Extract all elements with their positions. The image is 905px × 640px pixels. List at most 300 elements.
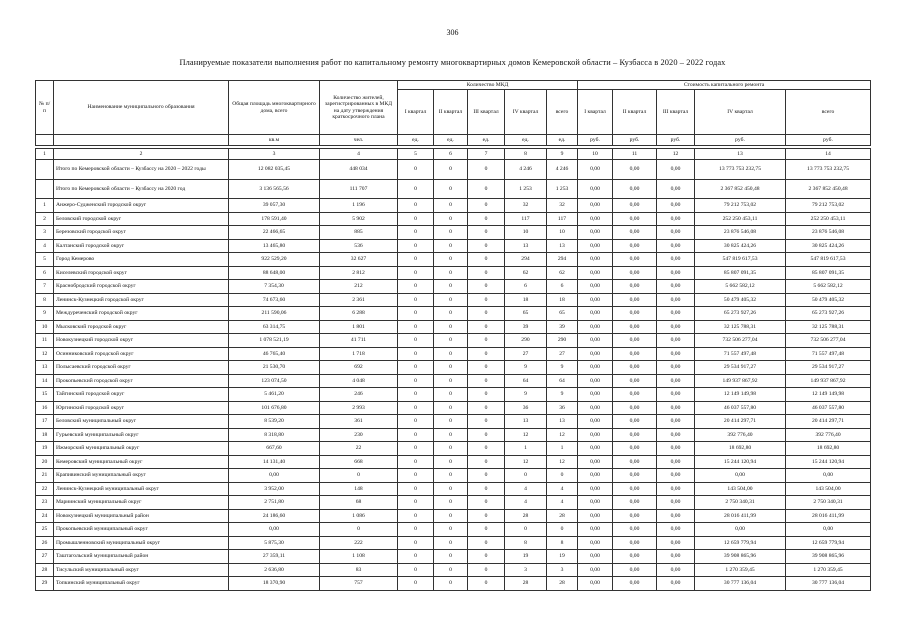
table-cell: 0,00 [578, 226, 613, 240]
table-cell: 392 776,40 [786, 428, 871, 442]
table-cell: 0 [398, 307, 434, 321]
table-cell: 12 [505, 428, 547, 442]
table-row [36, 253, 871, 267]
table-cell: 32 627 [320, 253, 398, 267]
table-cell: 0,00 [657, 179, 695, 199]
table-cell: 0,00 [657, 239, 695, 253]
table-cell: 32 125 788,31 [695, 320, 786, 334]
header-area: Общая площадь многоквартирного дома, всего [229, 81, 320, 135]
municipality-name: Междуреченский городской округ [54, 307, 229, 321]
table-row [36, 293, 871, 307]
column-number: 5 [398, 149, 434, 160]
table-cell: 0 [398, 320, 434, 334]
table-cell: 732 506 277,04 [786, 334, 871, 348]
table-cell: 30 825 424,26 [786, 239, 871, 253]
header-municipality: Наименование муниципального образования [54, 81, 229, 135]
table-cell: 85 807 091,35 [695, 266, 786, 280]
table-body [36, 146, 871, 591]
table-cell: 5 [36, 253, 54, 267]
table-cell: 39 908 865,96 [786, 550, 871, 564]
table-cell: 4 [547, 496, 578, 510]
table-cell: 13 773 753 232,75 [695, 160, 786, 180]
table-cell: 667,60 [229, 442, 320, 456]
table-cell: 9 [36, 307, 54, 321]
table-cell: 0,00 [695, 523, 786, 537]
table-cell: 20 [36, 455, 54, 469]
table-cell: 0,00 [657, 509, 695, 523]
table-cell: 0,00 [578, 199, 613, 213]
table-cell: 0,00 [657, 293, 695, 307]
table-cell: 0,00 [613, 239, 657, 253]
table-cell: 0 [468, 469, 505, 483]
column-number: 14 [786, 149, 871, 160]
table-cell: 2 [36, 212, 54, 226]
table-cell: 0,00 [613, 523, 657, 537]
table-cell: 0,00 [657, 401, 695, 415]
table-cell: 0,00 [613, 469, 657, 483]
table-cell: 0 [468, 199, 505, 213]
table-cell [36, 160, 54, 180]
table-cell: 16 [36, 401, 54, 415]
table-row [36, 226, 871, 240]
document-title: Планируемые показатели выполнения работ по капитальному ремонту многоквартирных домов Кемеровской области – Кузбасса в 2020 – 2022 годах [179, 58, 726, 67]
table-cell: 0,00 [657, 347, 695, 361]
table-cell: 18 [547, 293, 578, 307]
table-cell: 13 465,80 [229, 239, 320, 253]
unit-cell: чел. [320, 135, 398, 146]
table-cell: 0 [434, 401, 468, 415]
unit-cell: руб. [613, 135, 657, 146]
table-cell: 21 530,70 [229, 361, 320, 375]
table-cell: 83 [320, 563, 398, 577]
table-cell: 922 529,20 [229, 253, 320, 267]
table-row [36, 563, 871, 577]
table-cell: 149 937 867,92 [695, 374, 786, 388]
table-cell: 13 [547, 415, 578, 429]
table-cell: 24 [36, 509, 54, 523]
table-cell: 12 [547, 455, 578, 469]
table-cell: 0,00 [578, 469, 613, 483]
table-cell: 3 952,00 [229, 482, 320, 496]
table-row [36, 212, 871, 226]
table-cell: 0 [468, 160, 505, 180]
header-residents: Количество жителей, зарегистрированных в МКД на дату утверждения краткосрочного плана [320, 81, 398, 135]
table-row [36, 320, 871, 334]
table-cell: 0,00 [613, 361, 657, 375]
table-cell: 1 086 [320, 509, 398, 523]
table-cell: 1 [505, 442, 547, 456]
table-cell: 0 [398, 455, 434, 469]
header-cost-q3: III квартал [657, 90, 695, 135]
table-cell: 8 [36, 293, 54, 307]
table-cell: 12 149 149,98 [786, 388, 871, 402]
municipality-name: Калтанский городской округ [54, 239, 229, 253]
table-cell: 0 [398, 401, 434, 415]
municipality-name: Промышленновский муниципальный округ [54, 536, 229, 550]
municipality-name: Прокопьевский муниципальный округ [54, 523, 229, 537]
table-cell: 12 659 779,94 [786, 536, 871, 550]
table-cell: 0,00 [578, 374, 613, 388]
table-cell: 68 [320, 496, 398, 510]
table-row [36, 536, 871, 550]
table-cell: 0 [434, 226, 468, 240]
table-cell: 0,00 [613, 266, 657, 280]
table-cell: 252 250 453,11 [786, 212, 871, 226]
table-cell: 0 [468, 577, 505, 591]
table-cell: 0,00 [657, 361, 695, 375]
table-cell: 0,00 [657, 496, 695, 510]
table-cell: 0,00 [613, 550, 657, 564]
column-number: 12 [657, 149, 695, 160]
table-cell: 1 196 [320, 199, 398, 213]
table-cell: 0,00 [657, 577, 695, 591]
table-cell: 27 [505, 347, 547, 361]
table-cell: 0 [398, 199, 434, 213]
table-cell: 29 [36, 577, 54, 591]
table-cell: 39 908 865,96 [695, 550, 786, 564]
column-number: 10 [578, 149, 613, 160]
table-cell: 46 765,40 [229, 347, 320, 361]
table-cell: 0,00 [613, 226, 657, 240]
table-row [36, 509, 871, 523]
table-cell: 0,00 [578, 280, 613, 294]
table-cell: 0 [468, 293, 505, 307]
table-cell: 20 414 297,71 [695, 415, 786, 429]
table-cell: 178 591,40 [229, 212, 320, 226]
table-row [36, 415, 871, 429]
table-cell: 64 [505, 374, 547, 388]
table-cell: 0 [398, 550, 434, 564]
table-cell: 0,00 [578, 212, 613, 226]
table-cell: 0,00 [578, 160, 613, 180]
table-cell: 65 [505, 307, 547, 321]
table-cell: 0,00 [613, 212, 657, 226]
table-cell: 0 [468, 347, 505, 361]
table-cell: 0 [468, 455, 505, 469]
table-cell: 10 [36, 320, 54, 334]
column-number: 1 [36, 149, 54, 160]
table-cell: 0,00 [613, 577, 657, 591]
page-number: 306 [446, 28, 459, 37]
table-cell: 0,00 [613, 320, 657, 334]
table-cell: 0,00 [613, 482, 657, 496]
table-row [36, 266, 871, 280]
table-cell: 13 [547, 239, 578, 253]
table-cell: 0 [434, 266, 468, 280]
table-cell: 0,00 [786, 469, 871, 483]
table-cell: 0,00 [786, 523, 871, 537]
column-number-row [36, 149, 871, 160]
table-cell: 0,00 [613, 509, 657, 523]
table-cell: 25 [36, 523, 54, 537]
table-cell: 0 [468, 320, 505, 334]
table-cell: 28 016 411,99 [695, 509, 786, 523]
header-count-total: всего [547, 90, 578, 135]
table-cell: 0 [398, 347, 434, 361]
table-cell: 0 [434, 442, 468, 456]
table-cell: 1 270 359,45 [786, 563, 871, 577]
table-row [36, 550, 871, 564]
municipality-name: Итого по Кемеровской области – Кузбассу на 2020 – 2022 годы [54, 160, 229, 180]
table-cell: 1 801 [320, 320, 398, 334]
table-cell: 0 [320, 523, 398, 537]
table-cell: 0 [468, 482, 505, 496]
table-cell: 65 273 927,26 [695, 307, 786, 321]
table-cell: 15 244 120,94 [695, 455, 786, 469]
table-cell: 0,00 [657, 199, 695, 213]
table-cell: 3 [505, 563, 547, 577]
table-cell: 0,00 [657, 280, 695, 294]
table-row [36, 442, 871, 456]
table-cell: 22 [320, 442, 398, 456]
table-cell: 0,00 [657, 253, 695, 267]
table-cell [36, 179, 54, 199]
table-cell: 246 [320, 388, 398, 402]
table-cell: 26 [36, 536, 54, 550]
table-cell: 0 [398, 226, 434, 240]
table-cell: 0 [434, 307, 468, 321]
table-cell: 0 [468, 280, 505, 294]
table-cell: 0,00 [613, 496, 657, 510]
table-cell: 0 [398, 536, 434, 550]
table-cell: 0,00 [613, 401, 657, 415]
table-row [36, 347, 871, 361]
unit-cell: руб. [657, 135, 695, 146]
municipality-name: Полысаевский городской округ [54, 361, 229, 375]
table-cell: 1 108 [320, 550, 398, 564]
table-cell: 18 [36, 428, 54, 442]
table-cell: 212 [320, 280, 398, 294]
table-cell: 0 [468, 253, 505, 267]
table-cell: 0 [468, 266, 505, 280]
table-cell: 9 [505, 361, 547, 375]
table-cell: 3 [36, 226, 54, 240]
municipality-name: Итого по Кемеровской области – Кузбассу на 2020 год [54, 179, 229, 199]
table-cell: 0 [468, 563, 505, 577]
table-cell: 361 [320, 415, 398, 429]
table-cell: 0 [468, 388, 505, 402]
table-cell: 1 [547, 442, 578, 456]
table-cell: 0 [398, 496, 434, 510]
table-cell: 0,00 [613, 160, 657, 180]
table-cell: 885 [320, 226, 398, 240]
table-cell: 0,00 [613, 388, 657, 402]
table-cell: 19 [547, 550, 578, 564]
table-cell: 290 [547, 334, 578, 348]
table-cell: 32 125 788,31 [786, 320, 871, 334]
table-cell: 0 [505, 523, 547, 537]
table-cell: 3 [547, 563, 578, 577]
table-cell: 0 [434, 293, 468, 307]
table-cell: 28 [505, 509, 547, 523]
table-cell: 10 [505, 226, 547, 240]
table-cell: 0,00 [657, 523, 695, 537]
table-cell: 50 479 405,32 [695, 293, 786, 307]
table-cell: 0 [320, 469, 398, 483]
table-cell: 63 314,75 [229, 320, 320, 334]
table-cell: 0 [468, 428, 505, 442]
table-cell: 8 318,80 [229, 428, 320, 442]
column-number: 13 [695, 149, 786, 160]
unit-cell: руб. [695, 135, 786, 146]
table-cell: 11 [36, 334, 54, 348]
table-cell: 0,00 [578, 577, 613, 591]
unit-cell: ед. [505, 135, 547, 146]
header-cost-q4: IV квартал [695, 90, 786, 135]
table-cell: 6 288 [320, 307, 398, 321]
table-cell: 0 [434, 577, 468, 591]
table-cell: 0,00 [578, 361, 613, 375]
table-cell: 0,00 [613, 455, 657, 469]
table-cell: 0,00 [578, 563, 613, 577]
header-cost-q1: I квартал [578, 90, 613, 135]
table-cell: 117 [547, 212, 578, 226]
table-cell: 13 773 753 232,75 [786, 160, 871, 180]
table-row [36, 482, 871, 496]
table-cell: 2 636,80 [229, 563, 320, 577]
table-cell: 230 [320, 428, 398, 442]
table-cell: 2 367 852 450,48 [695, 179, 786, 199]
table-cell: 46 037 557,80 [695, 401, 786, 415]
table-cell: 1 253 [547, 179, 578, 199]
table-cell: 0,00 [657, 442, 695, 456]
table-cell: 0,00 [613, 428, 657, 442]
table-cell: 0 [434, 415, 468, 429]
table-cell: 39 [505, 320, 547, 334]
column-number: 4 [320, 149, 398, 160]
table-cell: 2 361 [320, 293, 398, 307]
table-cell: 0 [434, 212, 468, 226]
table-cell: 0 [468, 523, 505, 537]
table-cell: 2 750 340,31 [786, 496, 871, 510]
table-cell: 294 [505, 253, 547, 267]
table-cell: 0,00 [578, 293, 613, 307]
table-cell: 20 414 297,71 [786, 415, 871, 429]
table-cell: 22 [36, 482, 54, 496]
table-cell: 8 [547, 536, 578, 550]
table-cell: 0 [434, 239, 468, 253]
table-cell: 0 [468, 361, 505, 375]
table-cell: 1 [36, 199, 54, 213]
table-cell: 0,00 [578, 401, 613, 415]
table-cell: 0 [434, 280, 468, 294]
table-cell: 0,00 [613, 179, 657, 199]
table-cell: 0,00 [613, 307, 657, 321]
unit-cell: руб. [786, 135, 871, 146]
total-row [36, 160, 871, 180]
table-cell: 4 048 [320, 374, 398, 388]
capital-repair-table [35, 80, 871, 591]
table-cell: 0,00 [657, 160, 695, 180]
table-cell: 290 [505, 334, 547, 348]
table-cell: 4 [505, 482, 547, 496]
table-cell: 7 [36, 280, 54, 294]
table-cell: 1 718 [320, 347, 398, 361]
table-cell: 2 812 [320, 266, 398, 280]
table-cell: 29 534 917,27 [786, 361, 871, 375]
table-cell: 0,00 [578, 509, 613, 523]
table-row [36, 455, 871, 469]
table-cell: 0 [434, 361, 468, 375]
municipality-name: Юргинский городской округ [54, 401, 229, 415]
table-cell: 4 246 [547, 160, 578, 180]
table-cell: 0 [547, 469, 578, 483]
table-cell: 0,00 [578, 347, 613, 361]
table-cell: 0 [434, 179, 468, 199]
column-number: 3 [229, 149, 320, 160]
table-cell: 0 [398, 266, 434, 280]
table-cell: 0 [398, 415, 434, 429]
table-cell: 0,00 [613, 442, 657, 456]
table-cell: 71 557 497,48 [786, 347, 871, 361]
table-cell: 0,00 [613, 415, 657, 429]
unit-cell: руб. [578, 135, 613, 146]
table-cell: 0 [468, 212, 505, 226]
municipality-name: Гурьевский муниципальный округ [54, 428, 229, 442]
municipality-name: Город Кемерово [54, 253, 229, 267]
table-cell: 0,00 [657, 550, 695, 564]
table-cell: 5 662 582,12 [695, 280, 786, 294]
table-cell: 0,00 [578, 388, 613, 402]
table-cell: 74 673,60 [229, 293, 320, 307]
table-cell: 0 [398, 179, 434, 199]
table-cell: 12 [505, 455, 547, 469]
table-cell: 2 750 340,31 [695, 496, 786, 510]
table-cell: 0,00 [578, 550, 613, 564]
municipality-name: Новокузнецкий городской округ [54, 334, 229, 348]
column-number: 9 [547, 149, 578, 160]
table-cell: 0,00 [578, 536, 613, 550]
table-cell: 36 [547, 401, 578, 415]
municipality-name: Ленинск-Кузнецкий городской округ [54, 293, 229, 307]
table-cell: 30 777 136,04 [695, 577, 786, 591]
table-cell: 0,00 [578, 415, 613, 429]
table-cell: 0,00 [657, 374, 695, 388]
table-cell: 0 [398, 509, 434, 523]
table-cell: 5 662 582,12 [786, 280, 871, 294]
table-cell: 0,00 [578, 523, 613, 537]
table-cell: 0,00 [613, 374, 657, 388]
table-cell: 6 [505, 280, 547, 294]
table-cell: 0 [434, 482, 468, 496]
table-row [36, 374, 871, 388]
column-number: 6 [434, 149, 468, 160]
unit-cell: кв.м [229, 135, 320, 146]
table-cell: 21 [36, 469, 54, 483]
table-cell: 30 825 424,26 [695, 239, 786, 253]
table-cell: 1 270 359,45 [695, 563, 786, 577]
table-cell: 50 479 405,32 [786, 293, 871, 307]
total-row [36, 179, 871, 199]
unit-cell: ед. [468, 135, 505, 146]
table-cell: 0 [398, 280, 434, 294]
header-number: № п/п [36, 81, 54, 135]
table-cell: 28 016 411,99 [786, 509, 871, 523]
table-cell: 0 [468, 496, 505, 510]
table-cell: 0 [398, 361, 434, 375]
table-row [36, 469, 871, 483]
table-row [36, 496, 871, 510]
table-cell: 0 [468, 401, 505, 415]
table-cell: 30 777 136,04 [786, 577, 871, 591]
table-cell: 0,00 [613, 280, 657, 294]
table-cell: 0 [434, 320, 468, 334]
municipality-name: Топкинский муниципальный округ [54, 577, 229, 591]
table-cell: 0 [434, 428, 468, 442]
table-cell: 4 [505, 496, 547, 510]
table-cell: 148 [320, 482, 398, 496]
table-cell: 0,00 [657, 482, 695, 496]
